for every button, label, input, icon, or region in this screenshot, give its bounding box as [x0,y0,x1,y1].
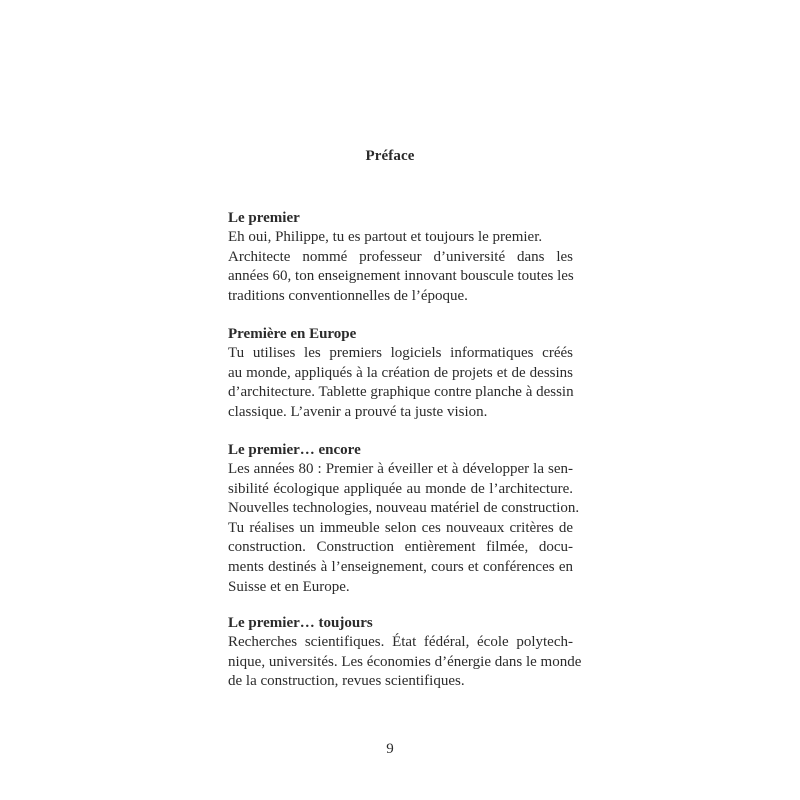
text-line: Les années 80 : Premier à éveiller et à développer la sen- [228,461,573,477]
section-le-premier-toujours [228,614,582,692]
text-line: Tu réalises un immeuble selon ces nouveaux critères de [228,519,573,536]
section-paragraph [228,228,573,306]
text-line: Suisse et en Europe. [228,578,350,595]
text-line: sibilité écologique appliquée au monde de l’architecture. [228,480,573,497]
text-line: Eh oui, Philippe, tu es partout et toujours le premier. [228,229,543,245]
section-heading: Première en Europe [228,326,357,342]
section-heading: Le premier… toujours [228,615,373,631]
section-paragraph [228,633,582,692]
text-line: de la construction, revues scientifiques. [228,673,465,690]
section-paragraph [228,460,580,597]
section-heading: Le premier [228,210,300,226]
page-number: 9 [386,741,394,757]
text-line: Recherches scientifiques. État fédéral, école polytech- [228,634,573,650]
text-line: au monde, appliqués à la création de projets et de dessins [228,364,573,381]
page-title: Préface [365,148,415,164]
text-line: Tu utilises les premiers logiciels informatiques créés [228,345,573,361]
text-line: d’architecture. Tablette graphique contre planche à dessin [228,384,574,401]
text-line: classique. L’avenir a prouvé ta juste vision. [228,403,488,420]
text-line: traditions conventionnelles de l’époque. [228,287,468,304]
text-line: nique, universités. Les économies d’énergie dans le monde [228,653,582,670]
section-le-premier-encore [228,441,580,597]
section-premiere-en-europe [228,325,573,422]
text-line: Architecte nommé professeur d’université dans les [228,248,573,265]
text-line: ments destinés à l’enseignement, cours et conférences en [228,558,573,575]
text-line: construction. Construction entièrement filmée, docu- [228,539,573,556]
section-le-premier [228,209,573,306]
section-heading: Le premier… encore [228,442,361,458]
section-paragraph [228,344,573,422]
text-line: Nouvelles technologies, nouveau matériel de construction. [228,500,580,517]
text-line: années 60, ton enseignement innovant bouscule toutes les [228,268,574,285]
